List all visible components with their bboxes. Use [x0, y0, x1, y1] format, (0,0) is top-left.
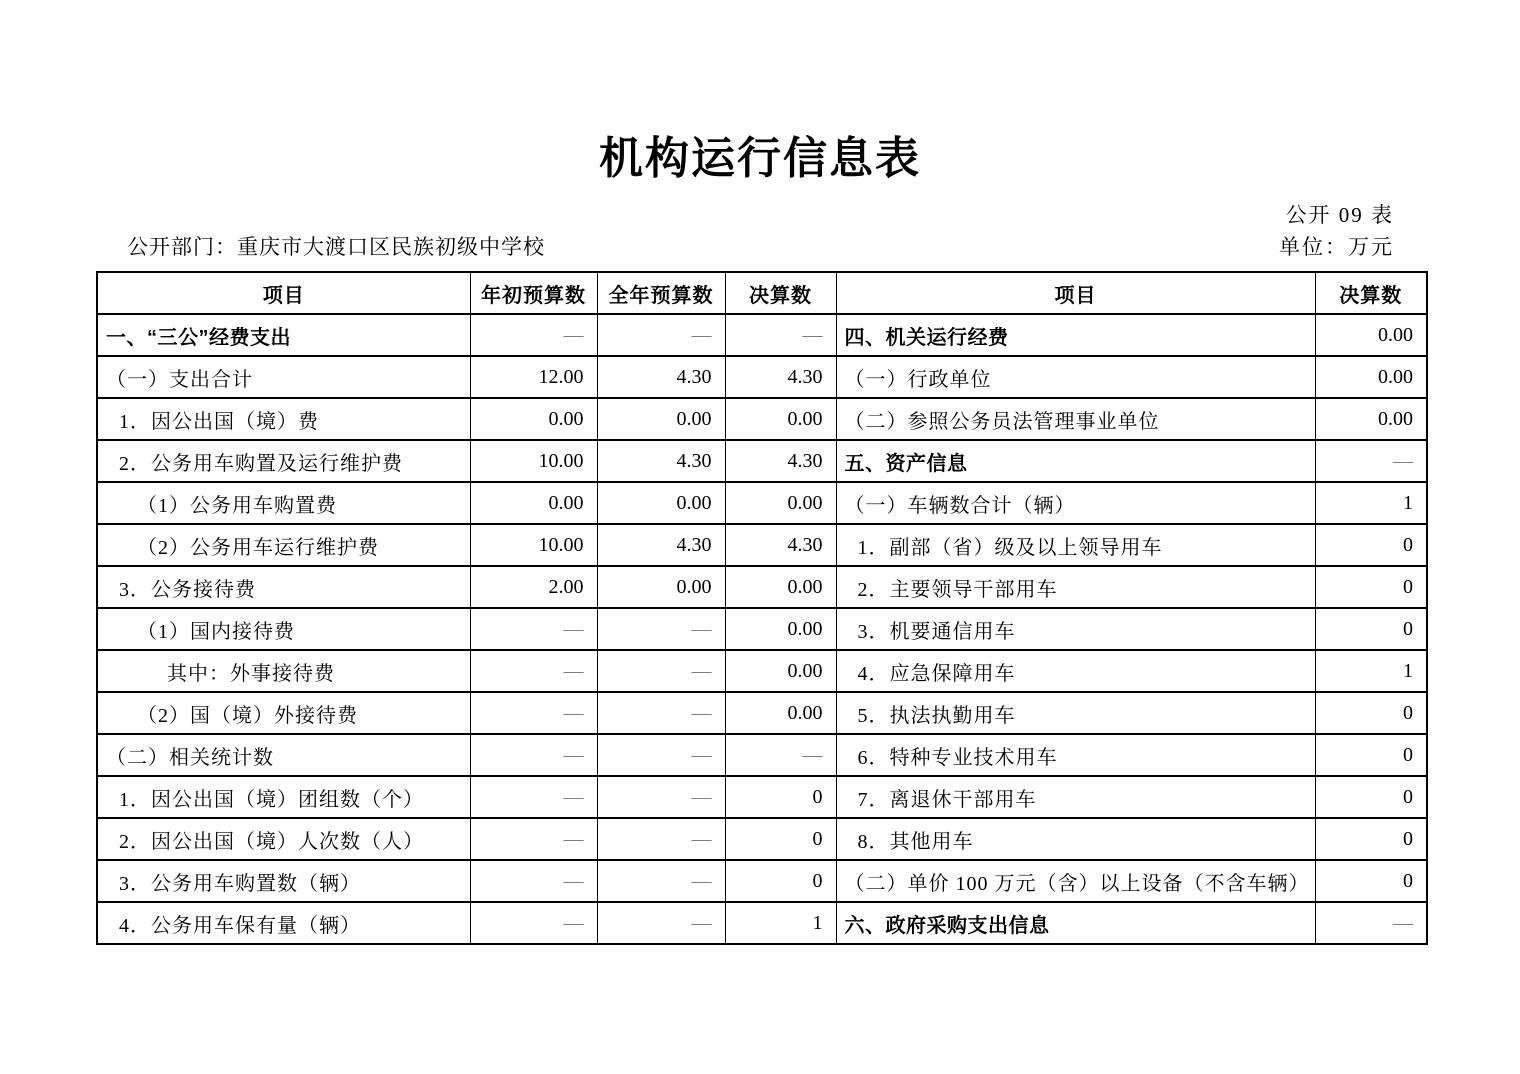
table-row: [97, 734, 1427, 776]
item-label-left: （2）公务用车运行维护费: [97, 524, 470, 566]
value-final-right: 0: [1315, 734, 1427, 776]
value-initial-budget: —: [470, 902, 597, 944]
value-final-right: 1: [1315, 482, 1427, 524]
value-full-year-budget: 4.30: [597, 524, 725, 566]
header-item-left: 项目: [97, 272, 470, 314]
item-label-right: 6．特种专业技术用车: [836, 734, 1315, 776]
item-label-right: 7．离退休干部用车: [836, 776, 1315, 818]
item-label-right: 8．其他用车: [836, 818, 1315, 860]
value-initial-budget: —: [470, 608, 597, 650]
value-full-year-budget: —: [597, 608, 725, 650]
value-initial-budget: —: [470, 860, 597, 902]
value-final-left: 0: [725, 776, 836, 818]
header-final-left: 决算数: [725, 272, 836, 314]
value-initial-budget: 2.00: [470, 566, 597, 608]
header-final-right: 决算数: [1315, 272, 1427, 314]
value-final-right: 0: [1315, 692, 1427, 734]
value-final-left: 0: [725, 860, 836, 902]
value-full-year-budget: 0.00: [597, 482, 725, 524]
value-full-year-budget: 0.00: [597, 566, 725, 608]
value-final-left: 0.00: [725, 482, 836, 524]
value-final-left: 0.00: [725, 650, 836, 692]
value-full-year-budget: —: [597, 692, 725, 734]
value-full-year-budget: 4.30: [597, 440, 725, 482]
item-label-left: （1）国内接待费: [97, 608, 470, 650]
item-label-right: （一）行政单位: [836, 356, 1315, 398]
item-label-right: （一）车辆数合计（辆）: [836, 482, 1315, 524]
table-row: [97, 608, 1427, 650]
table-row: [97, 818, 1427, 860]
table-row: [97, 692, 1427, 734]
item-label-left: 2．公务用车购置及运行维护费: [97, 440, 470, 482]
unit-label: 单位：万元: [1279, 235, 1394, 259]
item-label-right: 四、机关运行经费: [836, 314, 1315, 356]
item-label-right: 4．应急保障用车: [836, 650, 1315, 692]
table-row: [97, 902, 1427, 944]
item-label-right: 2．主要领导干部用车: [836, 566, 1315, 608]
value-final-left: 0.00: [725, 692, 836, 734]
item-label-left: （一）支出合计: [97, 356, 470, 398]
value-final-left: 0.00: [725, 398, 836, 440]
value-final-right: 0.00: [1315, 356, 1427, 398]
table-row: [97, 566, 1427, 608]
item-label-left: （二）相关统计数: [97, 734, 470, 776]
item-label-left: 一、“三公”经费支出: [97, 314, 470, 356]
value-final-left: 4.30: [725, 524, 836, 566]
item-label-right: 5．执法执勤用车: [836, 692, 1315, 734]
value-full-year-budget: —: [597, 860, 725, 902]
value-initial-budget: —: [470, 776, 597, 818]
value-final-right: 0: [1315, 524, 1427, 566]
item-label-right: 1．副部（省）级及以上领导用车: [836, 524, 1315, 566]
item-label-right: 五、资产信息: [836, 440, 1315, 482]
header-full-year-budget: 全年预算数: [597, 272, 725, 314]
value-final-left: 0.00: [725, 608, 836, 650]
page-title: 机构运行信息表: [599, 134, 921, 183]
value-final-left: 4.30: [725, 440, 836, 482]
value-final-right: 0.00: [1315, 398, 1427, 440]
table-row: [97, 524, 1427, 566]
value-full-year-budget: —: [597, 650, 725, 692]
value-final-right: —: [1315, 902, 1427, 944]
item-label-right: （二）参照公务员法管理事业单位: [836, 398, 1315, 440]
item-label-left: 1．因公出国（境）团组数（个）: [97, 776, 470, 818]
value-final-left: 4.30: [725, 356, 836, 398]
value-full-year-budget: 0.00: [597, 398, 725, 440]
value-final-right: 0.00: [1315, 314, 1427, 356]
value-final-left: —: [725, 734, 836, 776]
table-row: [97, 356, 1427, 398]
value-final-right: —: [1315, 440, 1427, 482]
value-final-left: 0: [725, 818, 836, 860]
table-row: [97, 776, 1427, 818]
value-initial-budget: —: [470, 692, 597, 734]
value-final-left: —: [725, 314, 836, 356]
value-final-left: 1: [725, 902, 836, 944]
value-initial-budget: —: [470, 314, 597, 356]
value-full-year-budget: —: [597, 776, 725, 818]
table-header-row: [97, 272, 1427, 314]
header-initial-budget: 年初预算数: [470, 272, 597, 314]
operation-info-table: [96, 271, 1428, 945]
table-row: [97, 440, 1427, 482]
table-row: [97, 650, 1427, 692]
item-label-left: 4．公务用车保有量（辆）: [97, 902, 470, 944]
value-initial-budget: —: [470, 650, 597, 692]
value-final-right: 0: [1315, 608, 1427, 650]
table-row: [97, 860, 1427, 902]
header-item-right: 项目: [836, 272, 1315, 314]
value-final-right: 0: [1315, 860, 1427, 902]
item-label-left: 3．公务用车购置数（辆）: [97, 860, 470, 902]
value-full-year-budget: —: [597, 734, 725, 776]
value-final-left: 0.00: [725, 566, 836, 608]
value-full-year-budget: —: [597, 314, 725, 356]
value-initial-budget: 10.00: [470, 440, 597, 482]
value-final-right: 1: [1315, 650, 1427, 692]
value-initial-budget: 0.00: [470, 398, 597, 440]
item-label-left: 2．因公出国（境）人次数（人）: [97, 818, 470, 860]
value-initial-budget: 0.00: [470, 482, 597, 524]
item-label-left: 1．因公出国（境）费: [97, 398, 470, 440]
item-label-left: 3．公务接待费: [97, 566, 470, 608]
item-label-right: （二）单价 100 万元（含）以上设备（不含车辆）: [836, 860, 1315, 902]
value-full-year-budget: —: [597, 818, 725, 860]
table-row: [97, 482, 1427, 524]
item-label-right: 3．机要通信用车: [836, 608, 1315, 650]
value-initial-budget: 10.00: [470, 524, 597, 566]
value-final-right: 0: [1315, 776, 1427, 818]
table-row: [97, 398, 1427, 440]
table-code-label: 公开 09 表: [1285, 203, 1394, 227]
item-label-left: 其中：外事接待费: [97, 650, 470, 692]
item-label-left: （1）公务用车购置费: [97, 482, 470, 524]
item-label-left: （2）国（境）外接待费: [97, 692, 470, 734]
value-full-year-budget: 4.30: [597, 356, 725, 398]
table-row: [97, 314, 1427, 356]
value-initial-budget: 12.00: [470, 356, 597, 398]
value-final-right: 0: [1315, 818, 1427, 860]
item-label-right: 六、政府采购支出信息: [836, 902, 1315, 944]
value-initial-budget: —: [470, 734, 597, 776]
value-initial-budget: —: [470, 818, 597, 860]
value-full-year-budget: —: [597, 902, 725, 944]
value-final-right: 0: [1315, 566, 1427, 608]
publish-department-label: 公开部门：重庆市大渡口区民族初级中学校: [127, 235, 545, 259]
